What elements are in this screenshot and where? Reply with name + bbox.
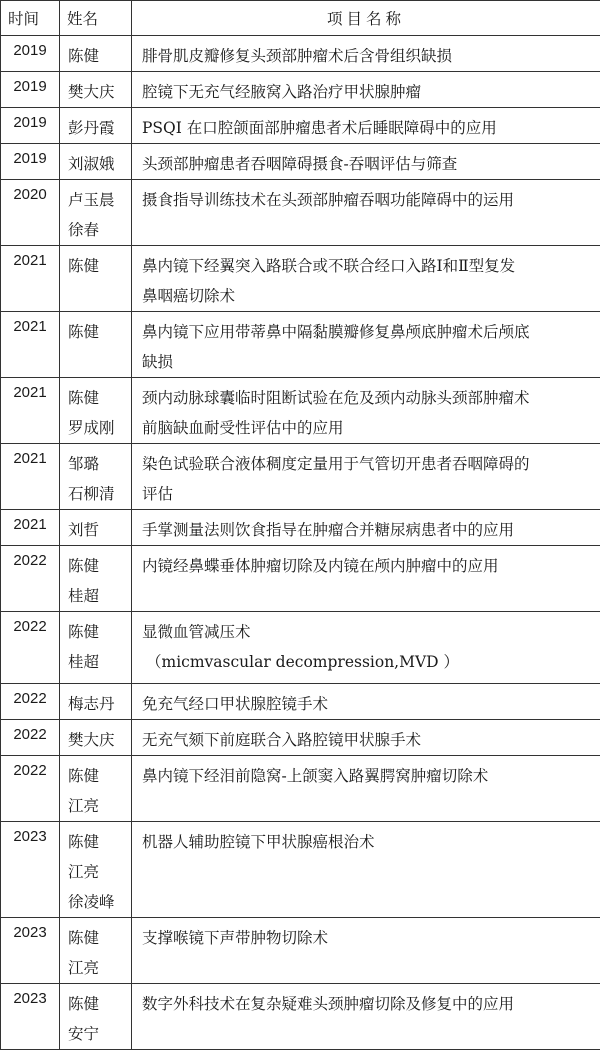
name-cell bbox=[60, 984, 132, 1050]
person-name: 罗成刚 bbox=[68, 413, 131, 443]
project-title-line: 支撑喉镜下声带肿物切除术 bbox=[142, 923, 592, 953]
project-cell bbox=[132, 984, 600, 1050]
project-title-line: 染色试验联合液体稠度定量用于气管切开患者吞咽障碍的 bbox=[142, 449, 592, 479]
year-cell: 2023 bbox=[1, 984, 60, 1050]
year-cell: 2019 bbox=[1, 72, 60, 108]
year-cell: 2020 bbox=[1, 180, 60, 246]
project-title-line: PSQI 在口腔颌面部肿瘤患者术后睡眠障碍中的应用 bbox=[142, 113, 592, 143]
year-cell: 2019 bbox=[1, 144, 60, 180]
project-cell bbox=[132, 108, 600, 144]
person-name: 徐凌峰 bbox=[68, 887, 131, 917]
project-title-line: 鼻咽癌切除术 bbox=[142, 281, 592, 311]
name-cell bbox=[60, 684, 132, 720]
project-title-line: 前脑缺血耐受性评估中的应用 bbox=[142, 413, 592, 443]
table-row bbox=[1, 684, 600, 720]
year-cell: 2019 bbox=[1, 36, 60, 72]
project-cell bbox=[132, 720, 600, 756]
table-row bbox=[1, 108, 600, 144]
name-cell bbox=[60, 180, 132, 246]
project-title-line: 摄食指导训练技术在头颈部肿瘤吞咽功能障碍中的运用 bbox=[142, 185, 592, 215]
person-name: 江亮 bbox=[68, 953, 131, 983]
table-row bbox=[1, 510, 600, 546]
year-cell: 2021 bbox=[1, 510, 60, 546]
project-cell bbox=[132, 444, 600, 510]
table-row bbox=[1, 180, 600, 246]
table-row bbox=[1, 918, 600, 984]
project-cell bbox=[132, 312, 600, 378]
name-cell bbox=[60, 756, 132, 822]
table-row bbox=[1, 378, 600, 444]
year-cell: 2021 bbox=[1, 378, 60, 444]
project-cell bbox=[132, 612, 600, 684]
name-cell bbox=[60, 312, 132, 378]
name-cell bbox=[60, 246, 132, 312]
table-row bbox=[1, 546, 600, 612]
project-title-line: 鼻内镜下应用带蒂鼻中隔黏膜瓣修复鼻颅底肿瘤术后颅底 bbox=[142, 317, 592, 347]
year-cell: 2023 bbox=[1, 822, 60, 918]
project-cell bbox=[132, 378, 600, 444]
name-cell bbox=[60, 918, 132, 984]
project-title-line: 鼻内镜下经泪前隐窝-上颌窦入路翼腭窝肿瘤切除术 bbox=[142, 761, 592, 791]
project-title-line: （micmvascular decompression,MVD ） bbox=[142, 647, 592, 677]
table-row bbox=[1, 72, 600, 108]
table-row bbox=[1, 312, 600, 378]
person-name: 樊大庆 bbox=[68, 77, 131, 107]
person-name: 陈健 bbox=[68, 761, 131, 791]
year-cell: 2022 bbox=[1, 546, 60, 612]
year-cell: 2022 bbox=[1, 684, 60, 720]
person-name: 江亮 bbox=[68, 791, 131, 821]
name-cell bbox=[60, 72, 132, 108]
table-header-row bbox=[1, 1, 600, 36]
project-title-line: 头颈部肿瘤患者吞咽障碍摄食-吞咽评估与筛查 bbox=[142, 149, 592, 179]
person-name: 陈健 bbox=[68, 383, 131, 413]
person-name: 陈健 bbox=[68, 827, 131, 857]
name-cell bbox=[60, 546, 132, 612]
table-row bbox=[1, 612, 600, 684]
project-cell bbox=[132, 684, 600, 720]
project-title-line: 颈内动脉球囊临时阻断试验在危及颈内动脉头颈部肿瘤术 bbox=[142, 383, 592, 413]
project-cell bbox=[132, 180, 600, 246]
name-cell bbox=[60, 612, 132, 684]
year-cell: 2023 bbox=[1, 918, 60, 984]
project-title-line: 免充气经口甲状腺腔镜手术 bbox=[142, 689, 592, 719]
person-name: 彭丹霞 bbox=[68, 113, 131, 143]
project-title-line: 机器人辅助腔镜下甲状腺癌根治术 bbox=[142, 827, 592, 857]
year-cell: 2021 bbox=[1, 246, 60, 312]
person-name: 卢玉晨 bbox=[68, 185, 131, 215]
person-name: 邹璐 bbox=[68, 449, 131, 479]
project-cell bbox=[132, 822, 600, 918]
project-title-line: 缺损 bbox=[142, 347, 592, 377]
project-cell bbox=[132, 72, 600, 108]
project-cell bbox=[132, 510, 600, 546]
year-cell: 2022 bbox=[1, 720, 60, 756]
person-name: 陈健 bbox=[68, 251, 131, 281]
project-title-line: 数字外科技术在复杂疑难头颈肿瘤切除及修复中的应用 bbox=[142, 989, 592, 1019]
project-title-line: 腓骨肌皮瓣修复头颈部肿瘤术后含骨组织缺损 bbox=[142, 41, 592, 71]
project-title-line: 腔镜下无充气经腋窝入路治疗甲状腺肿瘤 bbox=[142, 77, 592, 107]
table-row bbox=[1, 984, 600, 1050]
person-name: 刘哲 bbox=[68, 515, 131, 545]
person-name: 陈健 bbox=[68, 317, 131, 347]
project-title-line: 手掌测量法则饮食指导在肿瘤合并糖尿病患者中的应用 bbox=[142, 515, 592, 545]
person-name: 徐春 bbox=[68, 215, 131, 245]
project-title-line: 无充气颏下前庭联合入路腔镜甲状腺手术 bbox=[142, 725, 592, 755]
table-row bbox=[1, 720, 600, 756]
header-project: 项目名称 bbox=[132, 1, 600, 36]
project-cell bbox=[132, 36, 600, 72]
person-name: 樊大庆 bbox=[68, 725, 131, 755]
person-name: 桂超 bbox=[68, 581, 131, 611]
project-title-line: 评估 bbox=[142, 479, 592, 509]
year-cell: 2022 bbox=[1, 612, 60, 684]
table-row bbox=[1, 756, 600, 822]
project-title-line: 内镜经鼻蝶垂体肿瘤切除及内镜在颅内肿瘤中的应用 bbox=[142, 551, 592, 581]
person-name: 江亮 bbox=[68, 857, 131, 887]
table-row bbox=[1, 822, 600, 918]
person-name: 石柳清 bbox=[68, 479, 131, 509]
project-cell bbox=[132, 546, 600, 612]
header-year: 时间 bbox=[1, 1, 60, 36]
name-cell bbox=[60, 822, 132, 918]
person-name: 陈健 bbox=[68, 41, 131, 71]
year-cell: 2021 bbox=[1, 444, 60, 510]
header-name: 姓名 bbox=[60, 1, 132, 36]
table-row bbox=[1, 36, 600, 72]
project-cell bbox=[132, 918, 600, 984]
person-name: 陈健 bbox=[68, 989, 131, 1019]
table-row bbox=[1, 144, 600, 180]
table-row bbox=[1, 444, 600, 510]
year-cell: 2019 bbox=[1, 108, 60, 144]
project-cell bbox=[132, 144, 600, 180]
name-cell bbox=[60, 144, 132, 180]
person-name: 陈健 bbox=[68, 923, 131, 953]
project-title-line: 显微血管减压术 bbox=[142, 617, 592, 647]
name-cell bbox=[60, 510, 132, 546]
name-cell bbox=[60, 108, 132, 144]
person-name: 桂超 bbox=[68, 647, 131, 677]
person-name: 陈健 bbox=[68, 617, 131, 647]
name-cell bbox=[60, 444, 132, 510]
project-title-line: 鼻内镜下经翼突入路联合或不联合经口入路Ⅰ和Ⅱ型复发 bbox=[142, 251, 592, 281]
table-row bbox=[1, 246, 600, 312]
project-cell bbox=[132, 246, 600, 312]
name-cell bbox=[60, 378, 132, 444]
name-cell bbox=[60, 720, 132, 756]
year-cell: 2021 bbox=[1, 312, 60, 378]
person-name: 刘淑娥 bbox=[68, 149, 131, 179]
person-name: 安宁 bbox=[68, 1019, 131, 1049]
person-name: 陈健 bbox=[68, 551, 131, 581]
person-name: 梅志丹 bbox=[68, 689, 131, 719]
name-cell bbox=[60, 36, 132, 72]
project-cell bbox=[132, 756, 600, 822]
year-cell: 2022 bbox=[1, 756, 60, 822]
